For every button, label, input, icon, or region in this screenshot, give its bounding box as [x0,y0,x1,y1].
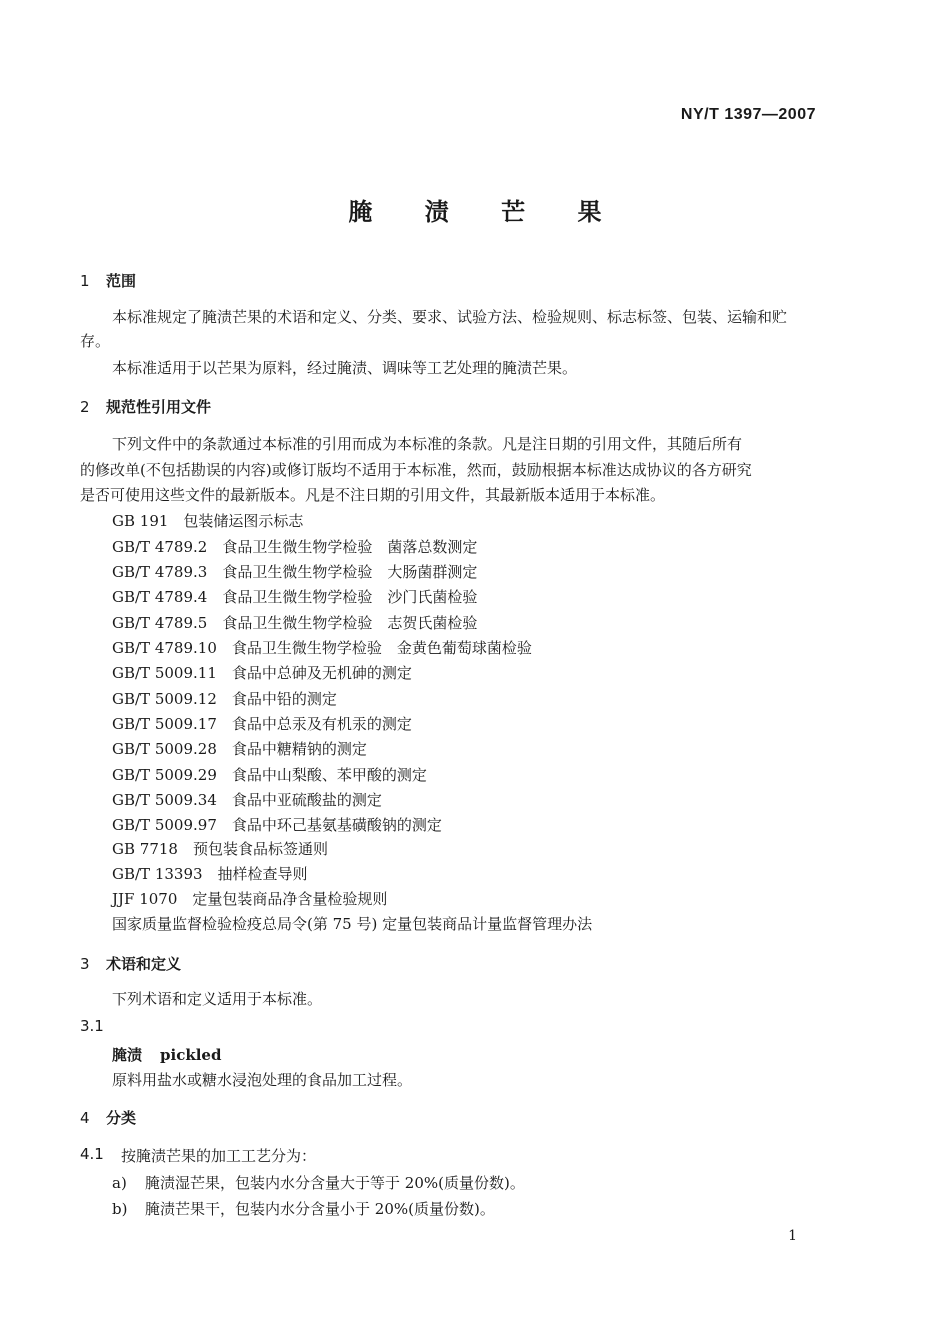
term-entry [112,1044,221,1065]
reference-item: GB/T 5009.97 食品中环己基氨基磺酸钠的测定 [112,816,442,834]
section-heading-normative-references [80,396,211,417]
subsection-number: 3.1 [80,1017,104,1035]
section-heading-terms [80,953,181,974]
paragraph-continuation [80,459,820,481]
subsection-text: 按腌渍芒果的加工工艺分为： [121,1147,317,1165]
paragraph-line: 存。 [80,332,111,350]
reference-item: GB 7718 预包装食品标签通则 [112,840,328,858]
reference-item: GB/T 4789.3 食品卫生微生物学检验 大肠菌群测定 [112,563,478,581]
reference-item: GB/T 4789.10 食品卫生微生物学检验 金黄色葡萄球菌检验 [112,639,532,657]
list-item-label: a) [112,1174,127,1192]
standard-code: NY/T 1397—2007 [680,106,816,123]
section-number: 3 [80,955,90,973]
section-heading-scope [80,270,136,291]
term-english: pickled [160,1046,222,1064]
section-heading-classification [80,1107,136,1128]
reference-item: 国家质量监督检验检疫总局令(第 75 号) 定量包装商品计量监督管理办法 [112,915,593,933]
paragraph-line: 下列术语和定义适用于本标准。 [112,990,323,1008]
paragraph-line: 下列文件中的条款通过本标准的引用而成为本标准的条款。凡是注日期的引用文件，其随后所有 [112,435,743,453]
reference-item: GB 191 包装储运图示标志 [112,512,304,530]
section-title: 分类 [106,1109,137,1127]
reference-item: GB/T 4789.2 食品卫生微生物学检验 菌落总数测定 [112,538,478,556]
document-title: 腌 渍 芒 果 [348,198,624,226]
section-title: 规范性引用文件 [106,398,212,416]
section-number: 1 [80,272,90,290]
paragraph [80,988,820,1010]
paragraph-line: 本标准适用于以芒果为原料，经过腌渍、调味等工艺处理的腌渍芒果。 [112,359,578,377]
paragraph-line: 本标准规定了腌渍芒果的术语和定义、分类、要求、试验方法、检验规则、标志标签、包装、运输和贮 [112,308,788,326]
list-item-text: 腌渍芒果干，包装内水分含量小于 20%(质量份数)。 [145,1200,495,1218]
reference-item: GB/T 4789.4 食品卫生微生物学检验 沙门氏菌检验 [112,588,478,606]
paragraph [80,306,820,328]
paragraph-line: 的修改单(不包括勘误的内容)或修订版均不适用于本标准，然而，鼓励根据本标准达成协议的各方研究 [80,461,752,479]
reference-item: GB/T 5009.28 食品中糖精钠的测定 [112,740,367,758]
section-title: 范围 [106,272,137,290]
paragraph [80,433,820,455]
reference-item: GB/T 5009.12 食品中铅的测定 [112,690,337,708]
paragraph-continuation [80,484,820,506]
section-number: 4 [80,1109,90,1127]
paragraph-continuation [80,330,820,352]
paragraph-line: 是否可使用这些文件的最新版本。凡是不注日期的引用文件，其最新版本适用于本标准。 [80,486,666,504]
section-title: 术语和定义 [106,955,182,973]
reference-item: JJF 1070 定量包装商品净含量检验规则 [112,890,388,908]
list-item [112,1198,495,1219]
paragraph [80,357,820,379]
section-number: 2 [80,398,90,416]
reference-item: GB/T 5009.11 食品中总砷及无机砷的测定 [112,664,412,682]
reference-item: GB/T 4789.5 食品卫生微生物学检验 志贺氏菌检验 [112,614,478,632]
page-number: 1 [788,1228,797,1244]
reference-item: GB/T 13393 抽样检查导则 [112,865,308,883]
term-chinese: 腌渍 [112,1046,143,1064]
reference-item: GB/T 5009.34 食品中亚硫酸盐的测定 [112,791,382,809]
list-item-text: 腌渍湿芒果，包装内水分含量大于等于 20%(质量份数)。 [145,1174,525,1192]
list-item [112,1172,525,1193]
reference-item: GB/T 5009.17 食品中总汞及有机汞的测定 [112,715,412,733]
term-definition: 原料用盐水或糖水浸泡处理的食品加工过程。 [112,1071,413,1089]
reference-item: GB/T 5009.29 食品中山梨酸、苯甲酸的测定 [112,766,427,784]
list-item-label: b) [112,1200,128,1218]
subsection-number: 4.1 [80,1145,104,1163]
